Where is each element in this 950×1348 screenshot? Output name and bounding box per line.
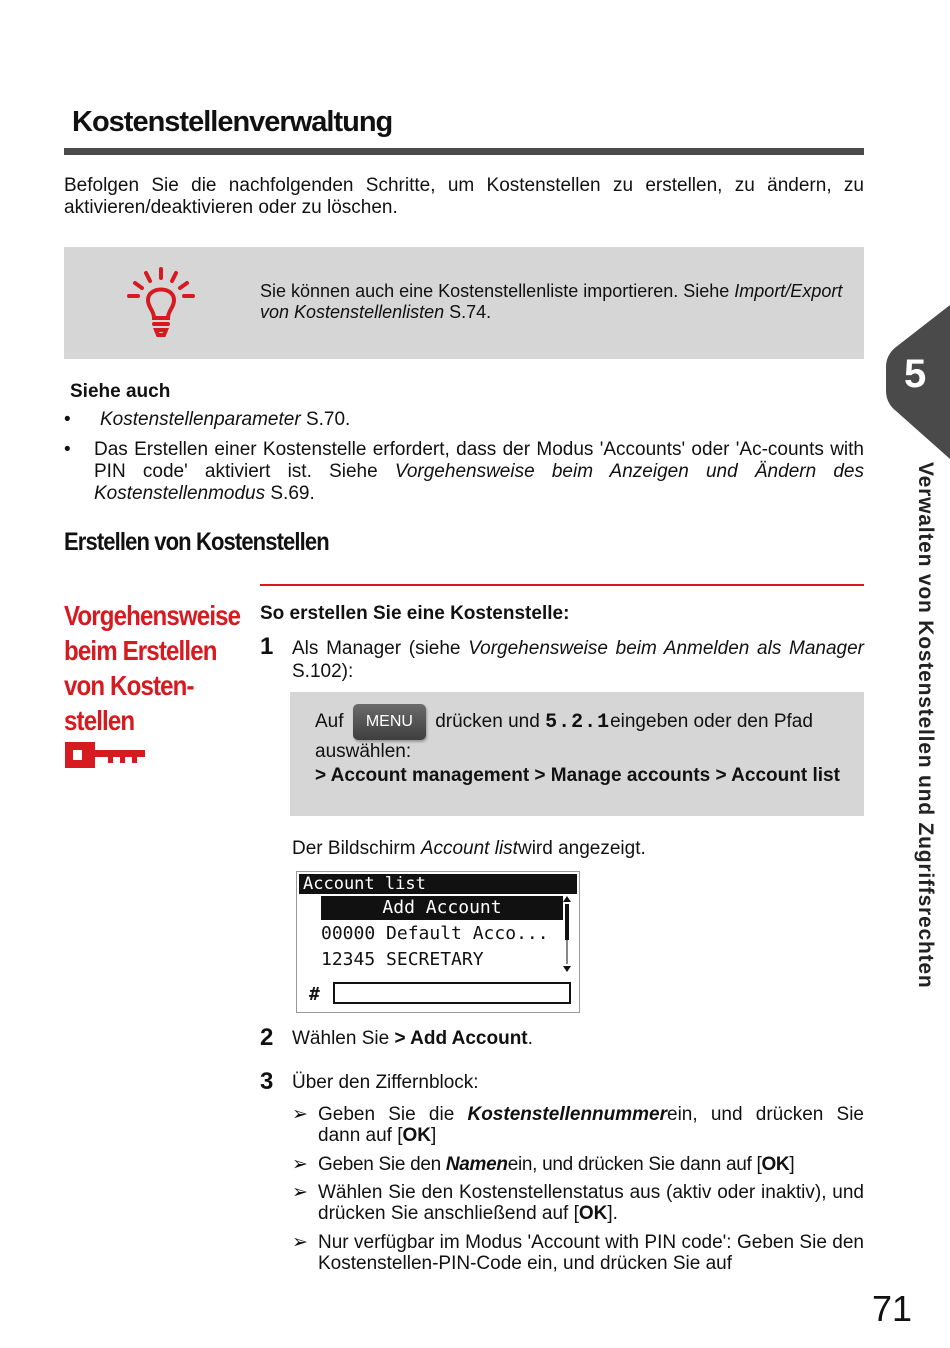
lcd-input-field[interactable] xyxy=(333,982,571,1004)
lcd-scrollbar[interactable] xyxy=(563,896,571,972)
screen-caption: Der Bildschirm Account listwird angezeigt. xyxy=(292,838,646,859)
title-underline xyxy=(64,148,864,155)
red-divider xyxy=(260,584,864,586)
see-also-link-2[interactable]: Vorgehensweise beim Anzeigen und Ändern des Kostenstellenmodus xyxy=(94,461,864,504)
note-page: S.74. xyxy=(444,302,492,322)
side-heading: Vorgehensweise beim Erstellen von Kosten-stellen xyxy=(64,600,241,736)
lcd-row-secretary[interactable]: 12345 SECRETARY xyxy=(321,949,484,970)
chapter-side-title: Verwalten von Kostenstellen und Zugriffsrechten xyxy=(914,462,937,989)
menu-button[interactable]: MENU xyxy=(353,704,426,740)
step-2-text: Wählen Sie > Add Account. xyxy=(292,1028,533,1049)
page-title: Kostenstellenverwaltung xyxy=(72,106,393,138)
key-icon xyxy=(64,740,148,770)
lcd-row-default[interactable]: 00000 Default Acco... xyxy=(321,923,549,944)
lcd-row-add-account[interactable]: Add Account xyxy=(321,896,563,920)
see-also-title: Siehe auch xyxy=(70,381,171,402)
step-1-number: 1 xyxy=(260,633,274,660)
menu-path: > Account management > Manage accounts > Account list xyxy=(315,765,840,786)
step-3-text: Über den Ziffernblock: xyxy=(292,1072,479,1093)
arrow-bullet-icon: ➢ xyxy=(292,1232,308,1253)
step-2-number: 2 xyxy=(260,1024,274,1051)
menu-code: 5.2.1 xyxy=(545,711,611,735)
note-link[interactable]: Import/Export von Kostenstellenlisten xyxy=(260,281,843,322)
procedure-title: So erstellen Sie eine Kostenstelle: xyxy=(260,603,570,624)
arrow-bullet-icon: ➢ xyxy=(292,1104,308,1125)
intro-text: Befolgen Sie die nachfolgenden Schritte, um Kostenstellen zu erstellen, zu ändern, zu aktivieren/deaktivieren oder zu löschen. xyxy=(64,175,864,218)
chapter-side-title-wrap xyxy=(901,462,941,1062)
step-1-link[interactable]: Vorgehensweise beim Anmelden als Manager xyxy=(468,638,865,659)
lcd-title: Account list xyxy=(299,874,577,894)
lightbulb-icon xyxy=(126,266,196,338)
lcd-screen xyxy=(296,871,580,1013)
chapter-number: 5 xyxy=(904,352,927,396)
step-3-number: 3 xyxy=(260,1068,274,1095)
section-title: Erstellen von Kostenstellen xyxy=(64,528,329,556)
note-text xyxy=(260,281,850,323)
lcd-hash-label: # xyxy=(309,984,320,1005)
see-also-link-1[interactable]: Kostenstellenparameter xyxy=(100,409,301,430)
arrow-bullet-icon: ➢ xyxy=(292,1154,308,1175)
note-sentence: Sie können auch eine Kostenstellenliste importieren. Siehe xyxy=(260,281,735,301)
page-number: 71 xyxy=(872,1288,913,1329)
step-1-text: Als Manager (siehe Vorgehensweise beim Anmelden als Manager S.102): xyxy=(292,638,865,682)
arrow-bullet-icon: ➢ xyxy=(292,1182,308,1203)
menu-instruction: Auf MENU drücken und 5.2.1eingeben oder den Pfad auswählen: > Account management > Manage accounts > Account list xyxy=(315,704,855,788)
